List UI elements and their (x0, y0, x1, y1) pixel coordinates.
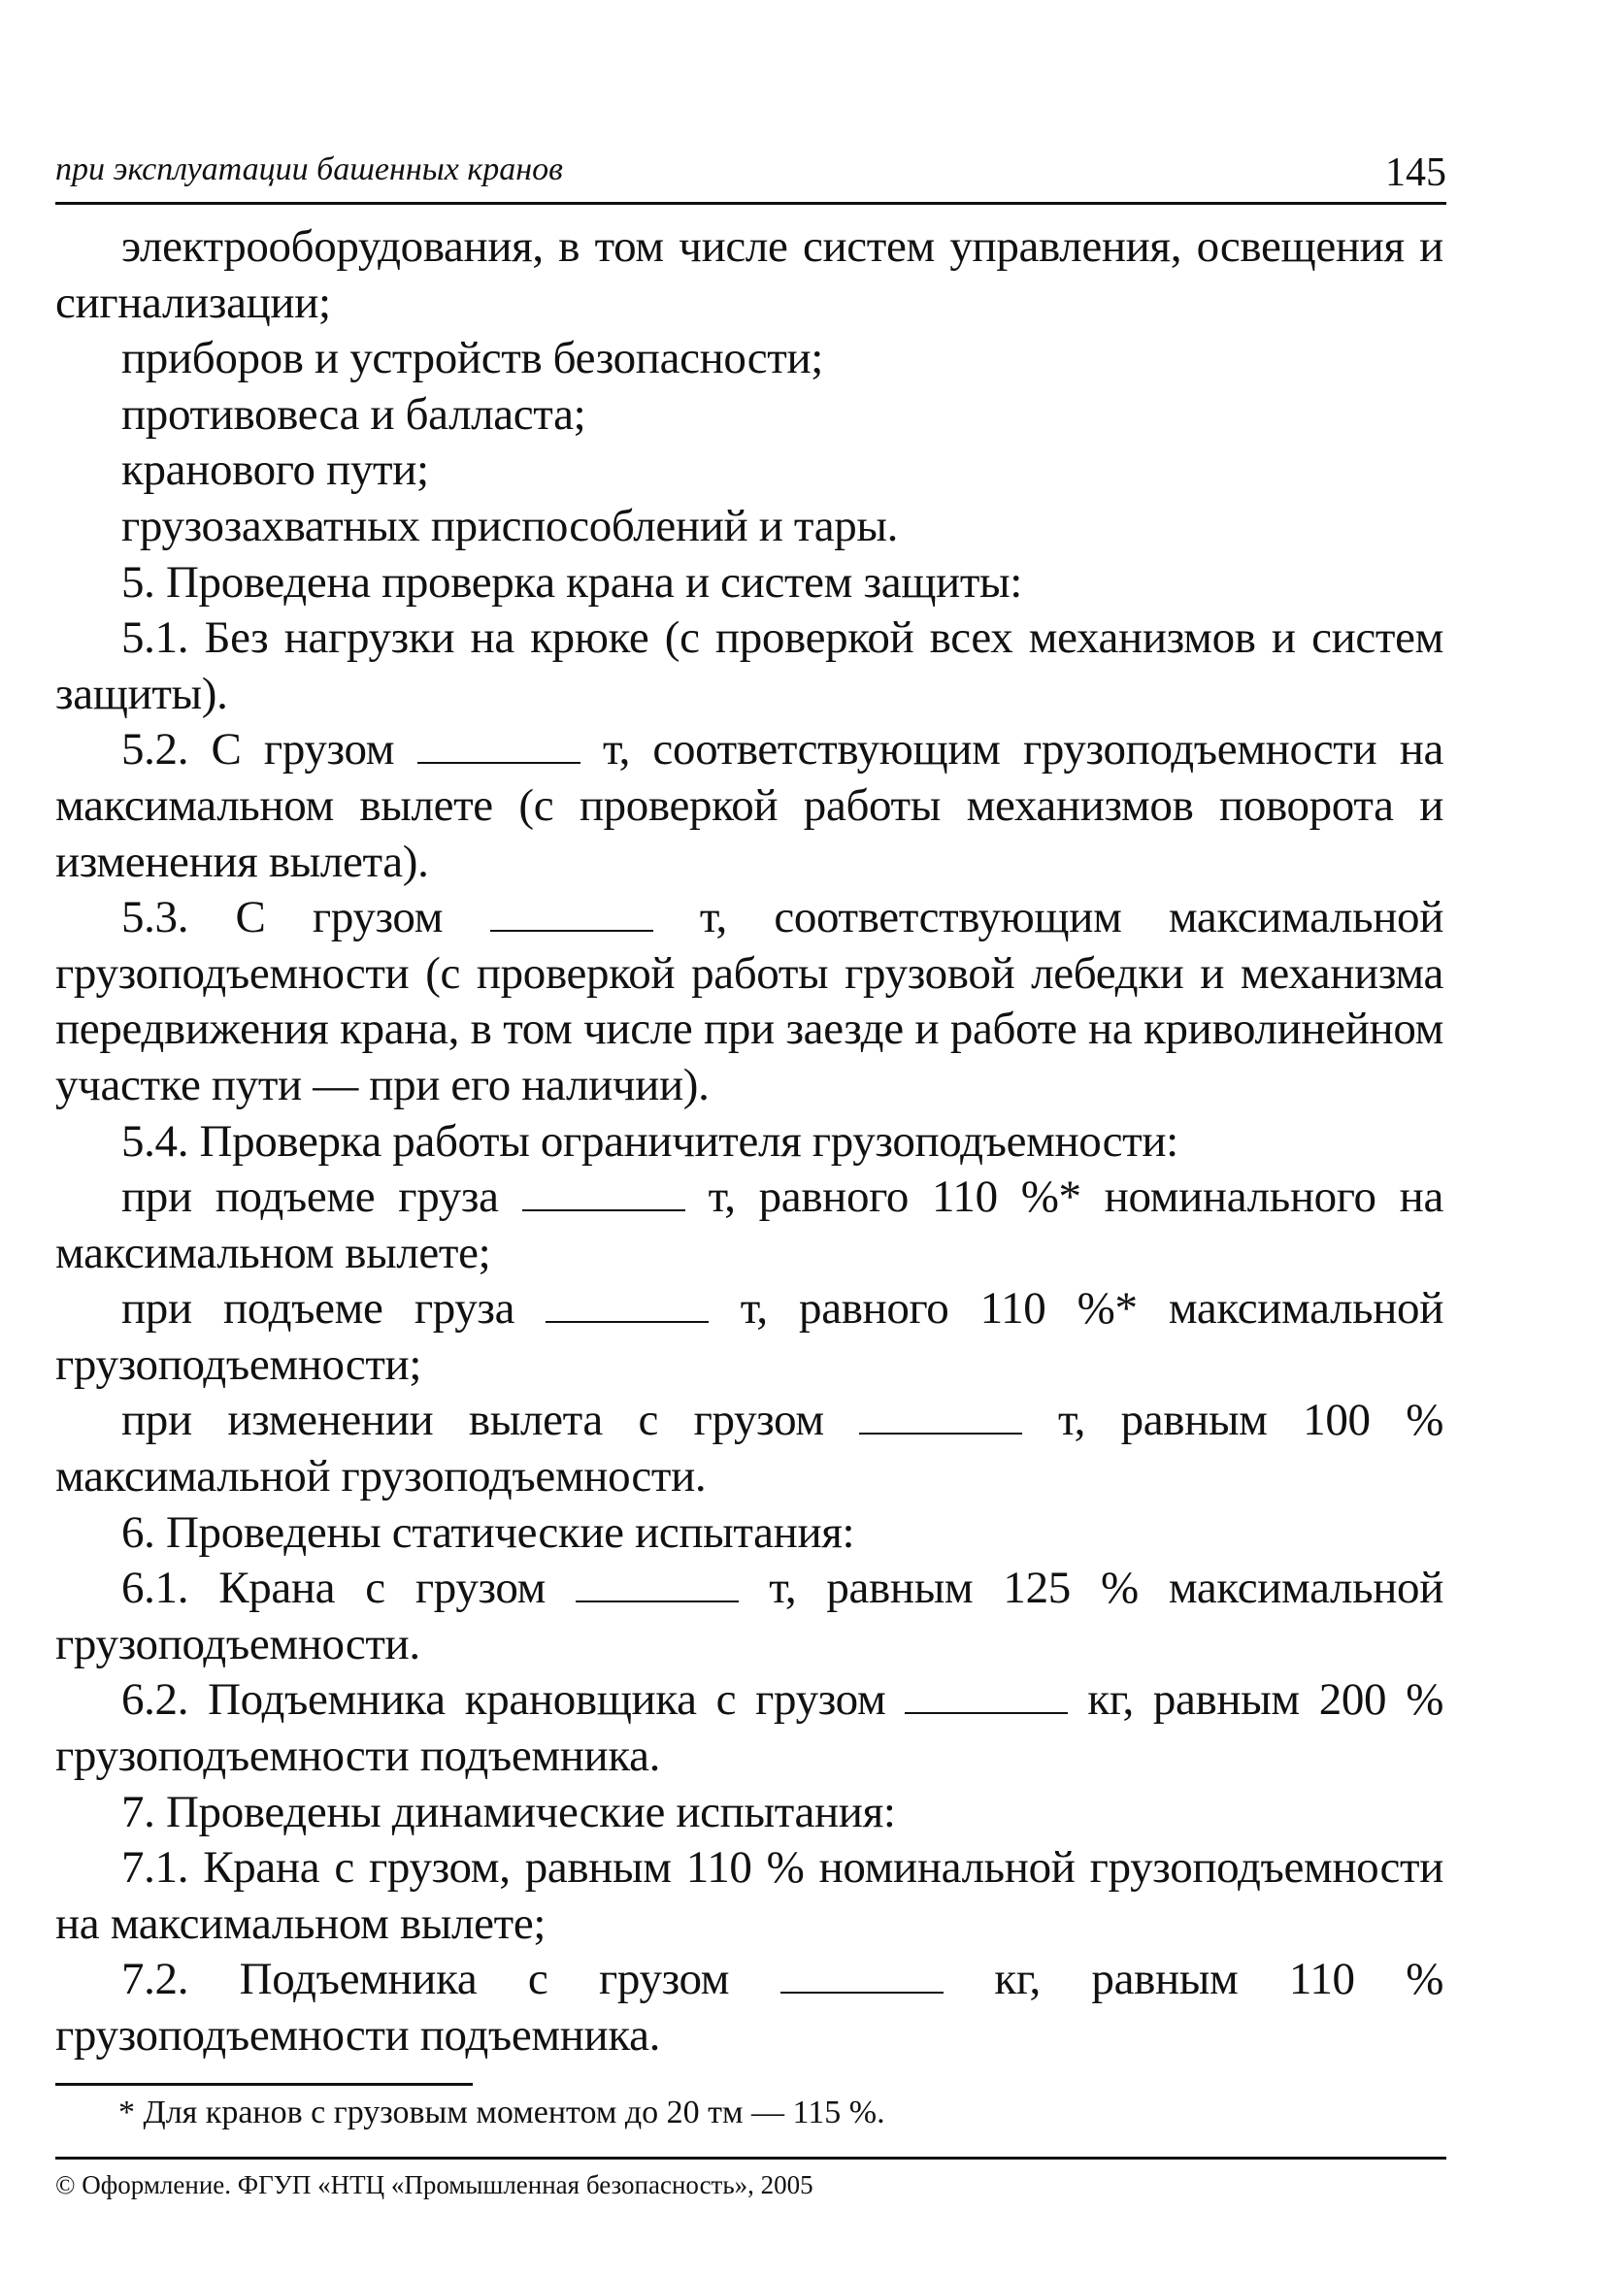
fill-in-blank[interactable] (576, 1562, 739, 1602)
paragraph: приборов и устройств безопасности; (121, 333, 823, 384)
fill-in-blank[interactable] (546, 1282, 709, 1323)
paragraph-text: 5.3. С грузом (121, 892, 444, 943)
footer-rule (55, 2157, 1446, 2160)
running-title: при эксплуатации башенных кранов (55, 151, 563, 187)
paragraph-text: при изменении вылета с грузом (121, 1395, 824, 1446)
paragraph-text: 6.2. Подъемника крановщика с грузом (121, 1674, 886, 1726)
paragraph-text: т, равного 110 %* максимальной грузоподъемности; (55, 1283, 1444, 1390)
paragraph: 7. Проведены динамические испытания: (121, 1786, 896, 1837)
paragraph-text: 5.2. С грузом (121, 724, 395, 776)
paragraph-text: т, равного 110 %* номинального на максимальном вылете; (55, 1172, 1443, 1278)
paragraph: 5. Проведена проверка крана и систем защиты: (121, 556, 1022, 608)
paragraph-text: кг, равным 110 % грузоподъемности подъемника. (55, 1954, 1444, 2061)
paragraph-text: т, соответствующим максимальной грузоподъемности (с проверкой работы грузовой лебедки и механизма передвижения крана, в том числе при заезде и работе на криволинейном участке пути — при его наличии). (55, 892, 1444, 1110)
paragraph-text: т, соответствующим грузоподъемности на максимальном вылете (с проверкой работы механизмов поворота и изменения вылета). (55, 724, 1444, 887)
paragraph (55, 1561, 1443, 1672)
paragraph: грузозахватных приспособлений и тары. (121, 500, 898, 551)
fill-in-blank[interactable] (905, 1673, 1068, 1714)
fill-in-blank[interactable] (417, 723, 580, 764)
paragraph: 5.1. Без нагрузки на крюке (с проверкой всех механизмов и систем защиты). (55, 612, 1443, 719)
paragraph (55, 1952, 1443, 2063)
footnote: * Для кранов с грузовым моментом до 20 тм — 115 %. (118, 2095, 885, 2130)
paragraph-text: 6.1. Крана с грузом (121, 1563, 547, 1614)
fill-in-blank[interactable] (522, 1171, 685, 1211)
fill-in-blank[interactable] (859, 1394, 1022, 1435)
copyright-notice: © Оформление. ФГУП «НТЦ «Промышленная безопасность», 2005 (55, 2170, 813, 2199)
paragraph (55, 890, 1443, 1113)
paragraph: кранового пути; (121, 445, 429, 496)
header-rule (55, 202, 1446, 205)
paragraph: 5.4. Проверка работы ограничителя грузоподъемности: (121, 1115, 1178, 1167)
paragraph: 7.1. Крана с грузом, равным 110 % номинальной грузоподъемности на максимальном вылете; (55, 1842, 1443, 1949)
paragraph-text: при подъеме груза (121, 1172, 499, 1223)
paragraph (55, 722, 1443, 890)
paragraph: противовеса и балласта; (121, 388, 586, 440)
paragraph-text: т, равным 100 % максимальной грузоподъемности. (55, 1395, 1444, 1502)
body-text (55, 219, 1443, 2064)
paragraph-text: т, равным 125 % максимальной грузоподъемности. (55, 1563, 1443, 1669)
paragraph: 6. Проведены статические испытания: (121, 1506, 855, 1558)
paragraph-text: 7.2. Подъемника с грузом (121, 1954, 730, 2005)
fill-in-blank[interactable] (780, 1953, 944, 1994)
page-number: 145 (1385, 150, 1446, 195)
fill-in-blank[interactable] (490, 891, 653, 932)
paragraph (55, 1672, 1443, 1784)
paragraph-text: кг, равным 200 % грузоподъемности подъемника. (55, 1674, 1444, 1782)
running-head (55, 146, 1446, 202)
paragraph (55, 1170, 1443, 1281)
footnote-rule (55, 2083, 473, 2086)
paragraph-text: при подъеме груза (121, 1283, 515, 1335)
paragraph (55, 1393, 1443, 1504)
paragraph: электрооборудования, в том числе систем управления, освещения и сигнализации; (55, 221, 1443, 328)
paragraph (55, 1281, 1443, 1393)
